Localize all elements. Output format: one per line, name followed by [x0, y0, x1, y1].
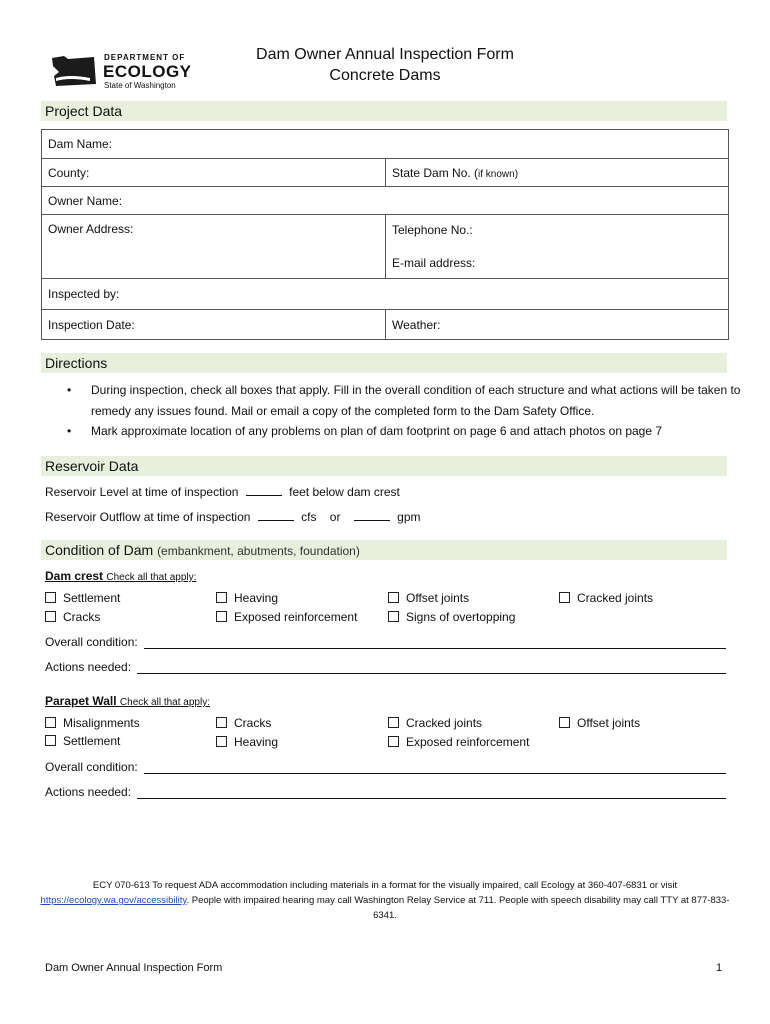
checkbox-heaving[interactable]: Heaving — [216, 591, 278, 605]
checkbox-heaving[interactable]: Heaving — [216, 735, 278, 749]
owner-address-field[interactable]: Owner Address: — [42, 215, 386, 279]
reservoir-level-blank[interactable] — [246, 485, 282, 496]
accessibility-link[interactable]: https://ecology.wa.gov/accessibility — [40, 895, 187, 906]
checkbox-icon — [559, 717, 570, 728]
telephone-label: Telephone No.: — [392, 223, 473, 237]
form-subtitle: Concrete Dams — [329, 67, 441, 84]
checkbox-icon — [45, 717, 56, 728]
checkbox-misalignments[interactable]: Misalignments — [45, 716, 140, 730]
contact-field[interactable] — [386, 215, 729, 279]
reservoir-heading: Reservoir Data — [41, 456, 727, 476]
state-dam-no-field[interactable]: State Dam No. (if known) — [386, 159, 729, 187]
ecology-logo — [50, 52, 190, 92]
dam-crest-actions-needed[interactable]: Actions needed: — [45, 660, 726, 674]
page-footer-label: Dam Owner Annual Inspection Form — [45, 962, 223, 974]
checkbox-icon — [45, 592, 56, 603]
checkbox-signs-of-overtopping[interactable]: Signs of overtopping — [388, 610, 515, 624]
parapet-wall-title: Parapet Wall Check all that apply: — [45, 694, 210, 708]
logo-line3: State of Washington — [104, 81, 176, 90]
weather-field[interactable]: Weather: — [386, 310, 729, 340]
parapet-overall-condition[interactable]: Overall condition: — [45, 760, 726, 774]
dam-crest-title: Dam crest Check all that apply: — [45, 569, 197, 583]
checkbox-cracks[interactable]: Cracks — [216, 716, 271, 730]
checkbox-icon — [388, 611, 399, 622]
logo-line2: ECOLOGY — [103, 62, 192, 81]
checkbox-exposed-reinforcement[interactable]: Exposed reinforcement — [216, 610, 357, 624]
checkbox-settlement[interactable]: Settlement — [45, 591, 120, 605]
checkbox-offset-joints[interactable]: Offset joints — [388, 591, 469, 605]
checkbox-cracked-joints[interactable]: Cracked joints — [559, 591, 653, 605]
checkbox-icon — [216, 592, 227, 603]
page-number: 1 — [716, 962, 723, 974]
checkbox-settlement[interactable]: Settlement — [45, 734, 120, 748]
checkbox-icon — [388, 736, 399, 747]
owner-name-field[interactable]: Owner Name: — [42, 187, 729, 215]
outflow-cfs-blank[interactable] — [258, 510, 294, 521]
checkbox-cracks[interactable]: Cracks — [45, 610, 100, 624]
checkbox-icon — [559, 592, 570, 603]
checkbox-icon — [388, 592, 399, 603]
washington-state-icon — [50, 54, 98, 88]
inspection-date-field[interactable]: Inspection Date: — [42, 310, 386, 340]
directions-item: • During inspection, check all boxes that apply. Fill in the overall condition of each structure and what actions will be taken to remedy any issues found. Mail or email a copy of the completed form to the Dam Safety Office. — [91, 380, 770, 421]
directions-list — [45, 380, 770, 442]
dam-name-field[interactable]: Dam Name: — [42, 130, 729, 159]
directions-item: • Mark approximate location of any problems on plan of dam footprint on page 6 and attach photos on page 7 — [91, 421, 770, 442]
reservoir-level-row: Reservoir Level at time of inspection feet below dam crest — [45, 485, 400, 499]
ada-notice: ECY 070-613 To request ADA accommodation including materials in a format for the visually impaired, call Ecology at 360-407-6831 or visit https://ecology.wa.gov/accessibility. People with impaired hearing may call Washington Relay Service at 711. People with speech disability may call TTY at 877-833-6341. — [40, 880, 730, 921]
condition-heading: Condition of Dam (embankment, abutments, foundation) — [41, 540, 727, 560]
checkbox-icon — [216, 717, 227, 728]
logo-line1: DEPARTMENT OF — [104, 53, 186, 62]
outflow-gpm-blank[interactable] — [354, 510, 390, 521]
inspected-by-field[interactable]: Inspected by: — [42, 279, 729, 310]
checkbox-icon — [45, 611, 56, 622]
checkbox-icon — [45, 735, 56, 746]
checkbox-icon — [216, 736, 227, 747]
checkbox-exposed-reinforcement[interactable]: Exposed reinforcement — [388, 735, 529, 749]
checkbox-icon — [216, 611, 227, 622]
checkbox-offset-joints[interactable]: Offset joints — [559, 716, 640, 730]
checkbox-icon — [388, 717, 399, 728]
email-label: E-mail address: — [392, 256, 476, 270]
dam-crest-overall-condition[interactable]: Overall condition: — [45, 635, 726, 649]
project-data-heading: Project Data — [41, 101, 727, 121]
county-field[interactable]: County: — [42, 159, 386, 187]
project-data-table — [41, 129, 729, 340]
checkbox-cracked-joints[interactable]: Cracked joints — [388, 716, 482, 730]
directions-heading: Directions — [41, 353, 727, 373]
form-title: Dam Owner Annual Inspection Form — [256, 46, 514, 63]
reservoir-outflow-row: Reservoir Outflow at time of inspection cfs or gpm — [45, 510, 421, 524]
parapet-actions-needed[interactable]: Actions needed: — [45, 785, 726, 799]
